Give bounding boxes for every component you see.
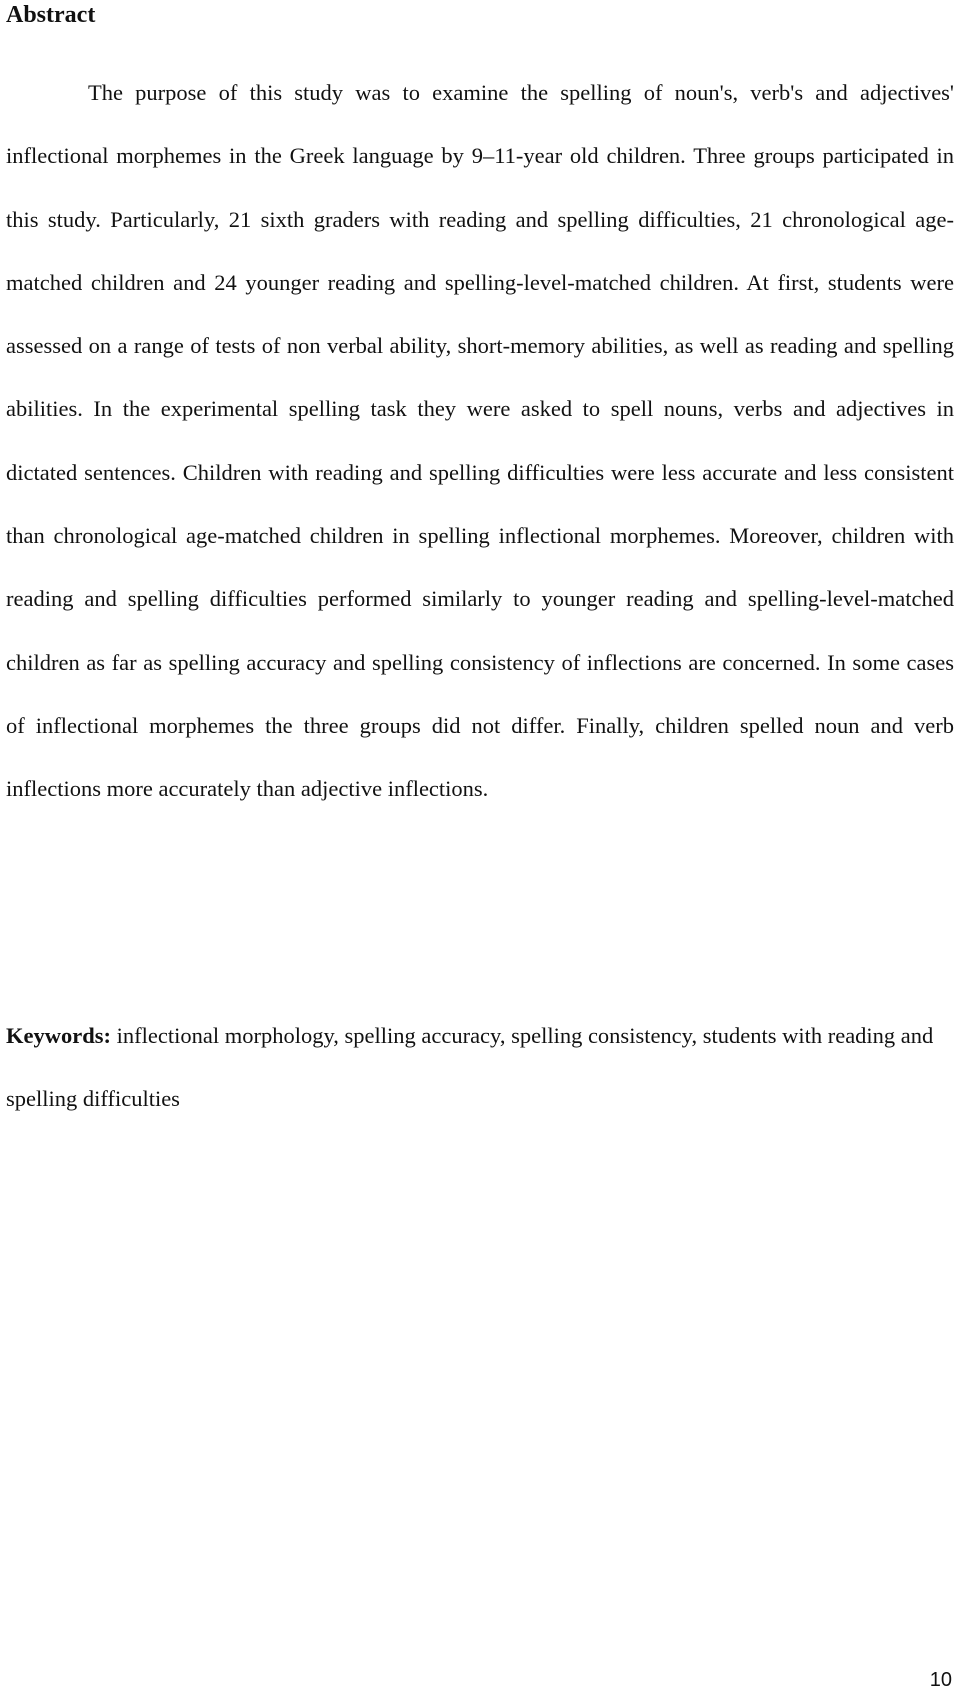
page-number: 10 bbox=[929, 1669, 952, 1691]
keywords-label: Keywords: bbox=[6, 1023, 111, 1048]
keywords-text: inflectional morphology, spelling accuracy, spelling consistency, students with reading and spelling difficulties bbox=[6, 1023, 934, 1112]
abstract-heading: Abstract bbox=[6, 2, 96, 28]
keywords-paragraph bbox=[6, 1004, 954, 1131]
abstract-paragraph: The purpose of this study was to examine the spelling of noun's, verb's and adjectives' inflectional morphemes in the Greek language by 9–11-year old children. Three groups participated in this study. Particularly, 21 sixth graders with reading and spelling difficulties, 21 chronological age-matched children and 24 younger reading and spelling-level-matched children. At first, students were assessed on a range of tests of non verbal ability, short-memory abilities, as well as reading and spelling abilities. In the experimental spelling task they were asked to spell nouns, verbs and adjectives in dictated sentences. Children with reading and spelling difficulties were less accurate and less consistent than chronological age-matched children in spelling inflectional morphemes. Moreover, children with reading and spelling difficulties performed similarly to younger reading and spelling-level-matched children as far as spelling accuracy and spelling consistency of inflections are concerned. In some cases of inflectional morphemes the three groups did not differ. Finally, children spelled noun and verb inflections more accurately than adjective inflections. bbox=[6, 80, 954, 802]
